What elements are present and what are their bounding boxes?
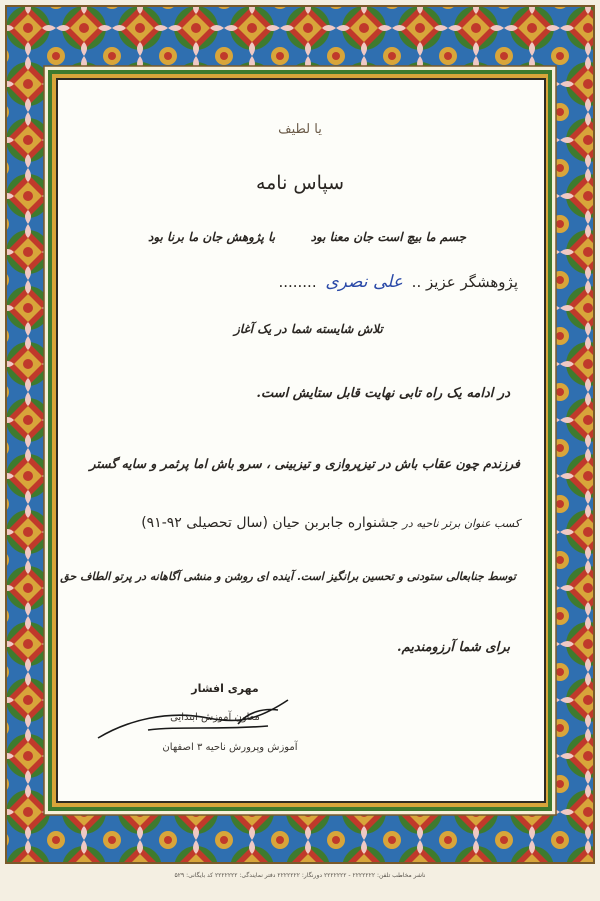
recipient-prefix: پژوهشگر عزیز (426, 273, 518, 291)
event-name: جشنواره جابربن حیان (سال تحصیلی ۹۲-۹۱) (141, 515, 399, 531)
line-6: برای شما آرزومندیم. (397, 640, 510, 655)
line-4-prefix: کسب عنوان برتر ناحیه در (402, 517, 520, 530)
organization: آموزش وپرورش ناحیه ۳ اصفهان (162, 742, 298, 753)
recipient-dots-after: ........ (278, 273, 317, 291)
line-5: توسط جنابعالی ستودنی و تحسین برانگیز است. آینده ای روشن و منشی آگاهانه در پرتو الطاف حق (60, 570, 516, 583)
signature (88, 690, 308, 750)
verse-right: جسم ما بیچ است جان معنا بود (310, 230, 466, 244)
recipient-line (278, 272, 518, 292)
signer-title: معاون آموزش ابتدایی (170, 712, 260, 723)
verse-left: با پژوهش جان ما برنا بود (148, 230, 276, 244)
signer-name: مهری افشار (191, 682, 259, 695)
line-3: فرزندم چون عقاب باش در تیزپروازی و تیزبینی ، سرو باش اما پرثمر و سایه گستر (89, 456, 520, 471)
recipient-name: علی نصری (325, 272, 403, 292)
invocation: یا لطیف (278, 122, 322, 137)
line-1: تلاش شایسته شما در یک آغاز (234, 322, 383, 336)
recipient-dots-before: .. (411, 273, 422, 291)
line-4 (141, 515, 520, 531)
certificate-title: سپاس نامه (255, 172, 345, 194)
printer-footer: ناشر مخاطب تلفن: ۲۲۲۲۲۲۲ - ۲۲۲۲۲۲۲ دورنگار: ۲۲۲۲۲۲۲ دفتر نمایندگی: ۲۲۲۲۲۲۲ کد بایگانی: ۵۲۹ (174, 872, 426, 879)
line-2: در ادامه یک راه تابی نهایت قابل ستایش است. (256, 386, 510, 401)
